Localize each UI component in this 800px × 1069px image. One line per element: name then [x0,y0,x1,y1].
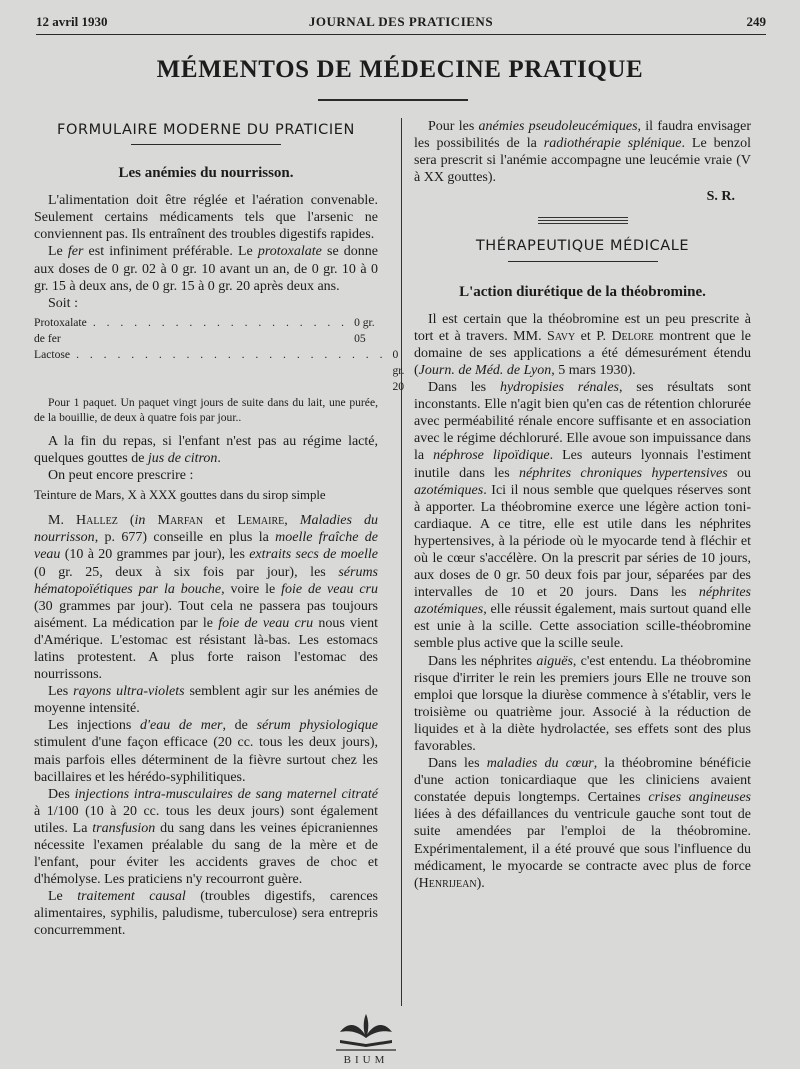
formula-row: Protoxalate de fer . . . . . . . . . . . . . . . . . . . 0 gr. 05 [34,315,375,345]
logo-text: BIUM [343,1054,389,1066]
section-heading-therapeutique: THÉRAPEUTIQUE MÉDICALE [475,238,690,255]
paragraph: Le fer est infiniment préférable. Le protoxalate se donne aux doses de 0 gr. 02 à 0 gr. 10 avant un an, de 0 gr. 10 à 0 gr. 15 à deux ans, de 0 gr. 15 à 0 gr. 20 après deux ans. [34,244,378,294]
ornament-rule [538,217,628,224]
paragraph: Le traitement causal (troubles digestifs, carences alimentaires, syphilis, paludisme, tuberculose) sera entrepris concurremment. [34,889,378,939]
paragraph: Soit : [48,295,78,311]
formula [34,315,405,395]
page-number: 249 [746,14,766,29]
formula-row: Lactose . . . . . . . . . . . . . . . . . . . . . . . 0 gr. 20 [34,347,405,393]
formula-note: Pour 1 paquet. Un paquet vingt jours de suite dans du lait, une purée, de la bouillie, de deux à quatre fois par jour.. [34,395,378,424]
left-column [34,118,405,940]
paragraph: Pour les anémies pseudoleucémiques, il faudra envisager les possibilités de la radiothérapie splénique. Le benzol sera prescrit si l'anémie accompagne une leucémie vraie (V à XX gouttes). [414,119,751,186]
issue-date: 12 avril 1930 [36,14,108,29]
journal-name: JOURNAL DES PRATICIENS [308,14,494,29]
article-title-anemies: Les anémies du nourrisson. [118,165,294,182]
paragraph: Dans les hydropisies rénales, ses résultats sont inconstants. Elle n'agit bien qu'en cas de rétention chlorurée avec perméabilité rénale encore suffisante et en association avec le régime déchloruré. Elle avoue son impuissance dans la néphrose lipoïdique. Les auteurs lyonnais l'estiment inutile dans les néphrites chroniques hypertensives ou azotémiques. Ici il nous semble que quelques réserves sont à apporter. La théobromine exerce une légère action toni-cardiaque. A ce titre, elle est utile dans les néphrites hypertensives, à la période où le myocarde tend à fléchir et où le cœur s'accélère. On la prescrit par séries de 10 jours, aux doses de 0 gr. 50 deux fois par jour, séparées par des intervalles de 10 et 20 jours. Dans les néphrites azotémiques, elle réussit également, mais surtout quand elle est unie à la scille. Cette association scille-théobromine semble plus active que la scille seule. [414,380,752,652]
paragraph: A la fin du repas, si l'enfant n'est pas au régime lacté, quelques gouttes de jus de citron. [34,433,378,466]
bium-logo [326,1010,406,1066]
section-rule [508,261,658,262]
paragraph: L'alimentation doit être réglée et l'aération convenable. Seulement certains médicaments tels que l'arsenic ne conviennent pas. Ils entraînent des troubles digestifs rapides. [34,193,378,243]
title-rule [318,99,468,101]
section-heading-formulaire: FORMULAIRE MODERNE DU PRATICIEN [57,122,355,138]
running-head [36,12,766,35]
page-title: MÉMENTOS DE MÉDECINE PRATIQUE [156,56,644,83]
column-divider [401,118,402,1006]
author-signature: S. R. [706,189,735,205]
section-rule [131,144,281,145]
paragraph: Dans les maladies du cœur, la théobromine bénéficie d'une action tonicardiaque que les cliniciens avaient constatée depuis longtemps. Certaines crises angineuses liées à des défaillances du ventricule gauche sont tout de suite amendées par l'emploi de la théobromine. Expérimentalement, il a été prouvé que sous l'influence du médicament, le myocarde se contracte avec plus de force (Henrijean). [414,756,751,891]
paragraph: Les injections d'eau de mer, de sérum physiologique stimulent d'une façon efficace (20 cc. tous les deux jours), mais parfois elles déterminent de la fièvre surtout chez les bacillaires et les hérédo-syphilitiques. [34,718,378,785]
paragraph: Il est certain que la théobromine est un peu prescrite à tort et à travers. MM. Savy et P. Delore montrent que le domaine de ses applications a été démesurément étendu (Journ. de Méd. de Lyon, 5 mars 1930). [414,311,752,378]
paragraph: Les rayons ultra-violets semblent agir sur les anémies de moyenne intensité. [34,684,379,717]
paragraph: M. Hallez (in Marfan et Lemaire, Maladies du nourrisson, p. 677) conseille en plus la moelle fraîche de veau (10 à 20 grammes par jour), les extraits secs de moelle (0 gr. 25, deux à six fois par jour), les sérums hématopoïétiques par la bouche, voire le foie de veau cru (30 grammes par jour). Tout cela ne passera pas toujours aisément. La médication par le foie de veau cru nous vient d'Amérique. L'estomac est résistant là-bas. Les estomacs latins protestent. A plus forte raison l'estomac des nourrissons. [34,513,379,683]
paragraph: On peut encore prescrire : [48,468,194,484]
paragraph: Dans les néphrites aiguës, c'est entendu. La théobromine risque d'irriter le rein les premiers jours Elle ne trouve son emploi que lorsque la diurèse commence à s'établir, vers le troisième ou quatrième jour. Associé à la réduction de liquides et à la diète hydrolactée, ses effets sont des plus favorables. [414,653,751,754]
prescription-line: Teinture de Mars, X à XXX gouttes dans du sirop simple [34,488,326,503]
paragraph: Des injections intra-musculaires de sang maternel citraté à 1/100 (10 à 20 cc. tous les deux jours) sont également utiles. La transfusion du sang dans les veines épicraniennes nécessite l'examen préalable du sang de la mère et de l'enfant, pour éviter les accidents graves de choc et d'hémolyse. Les praticiens n'y recourront guère. [34,786,378,888]
right-column [414,118,751,892]
article-title-theobromine: L'action diurétique de la théobromine. [459,283,706,300]
